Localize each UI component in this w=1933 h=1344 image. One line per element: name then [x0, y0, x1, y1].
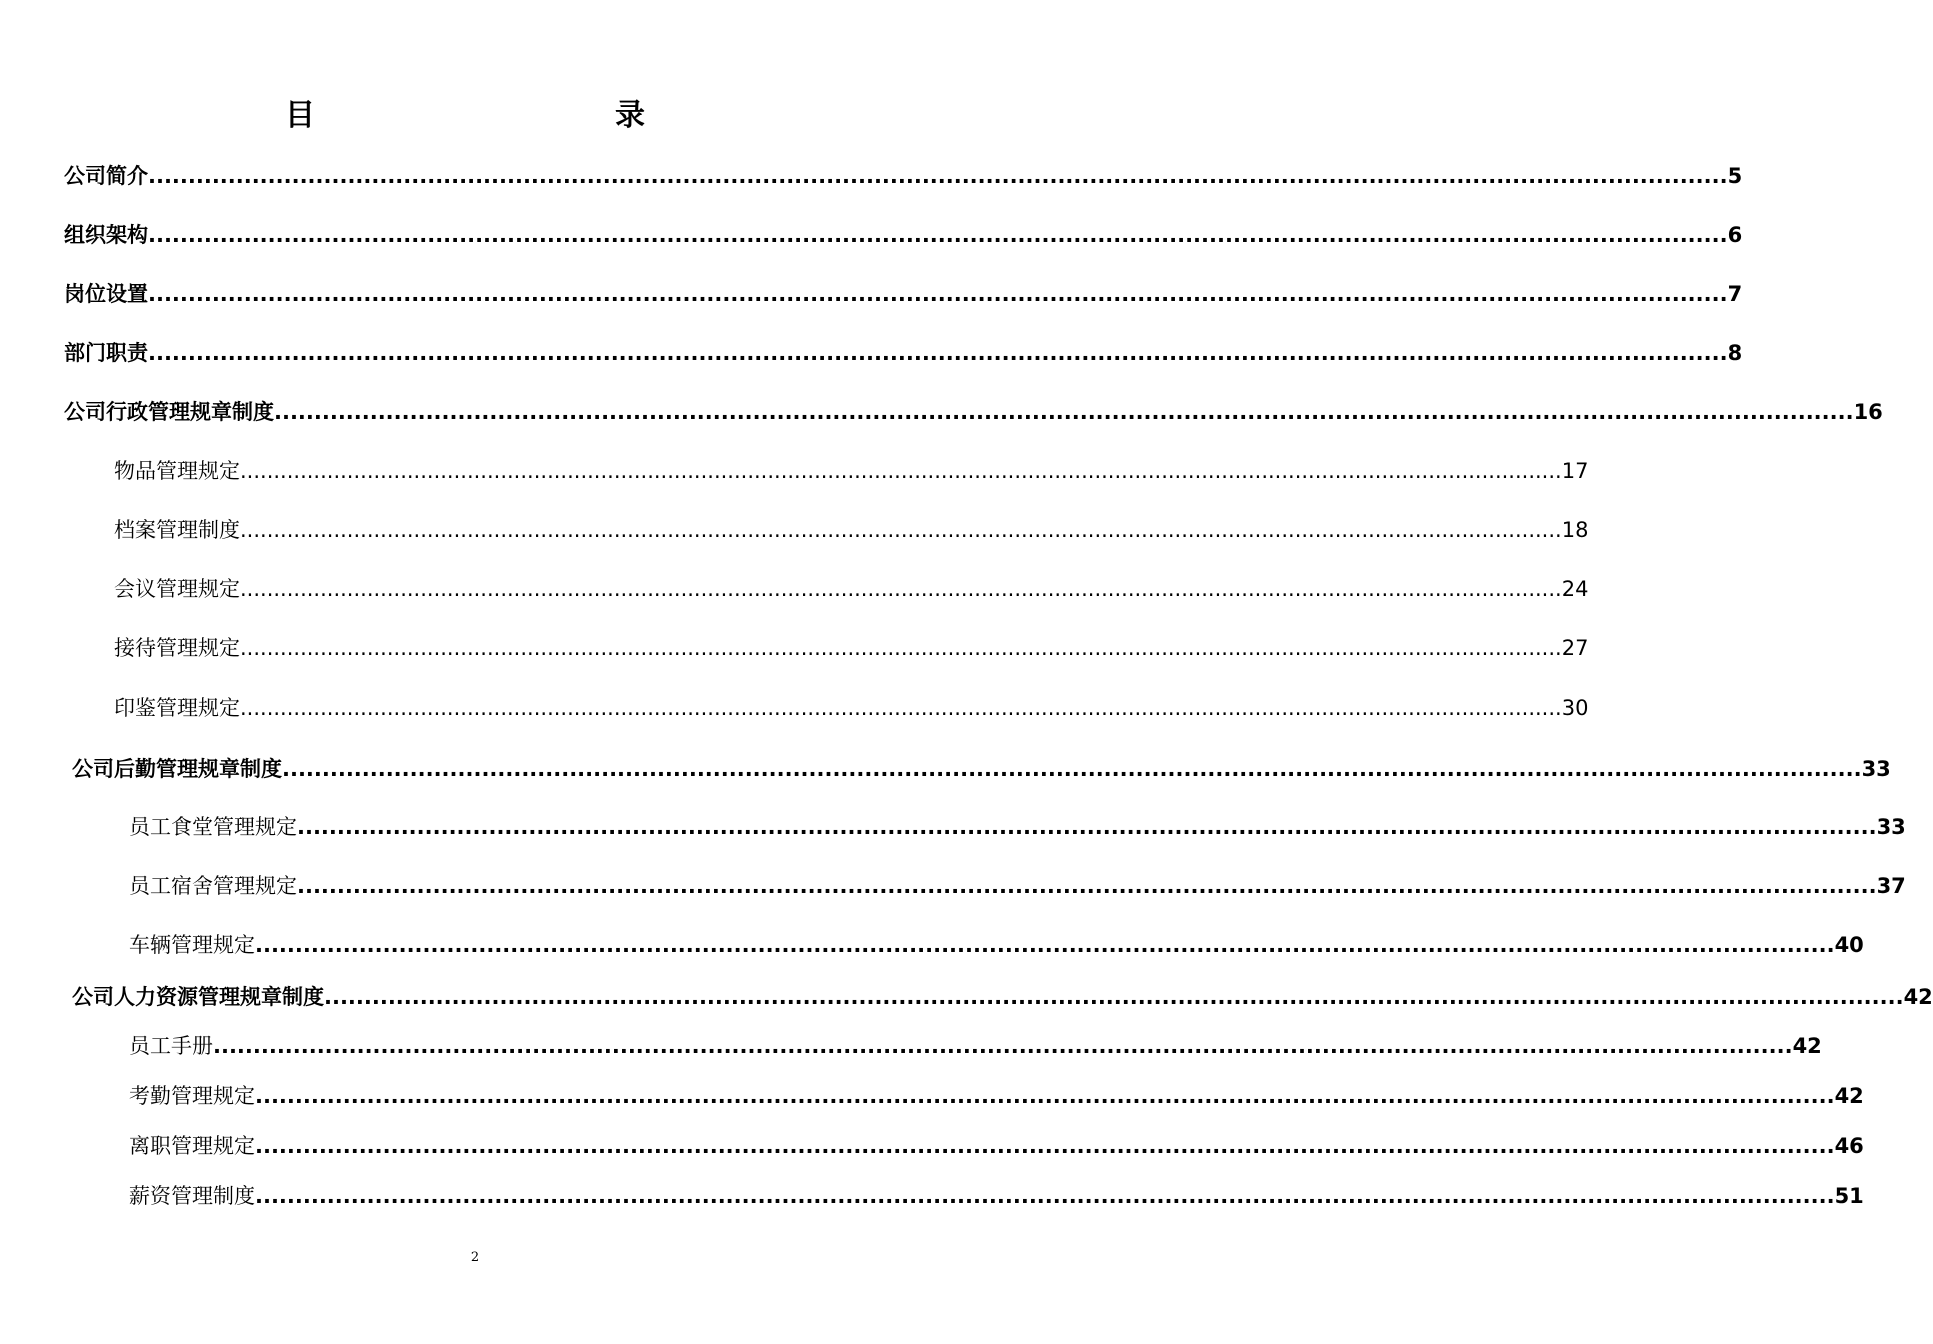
toc-page-number: 33 — [1861, 757, 1891, 781]
toc-page-number: 42 — [1792, 1034, 1822, 1058]
toc-page-number: 16 — [1853, 400, 1883, 424]
toc-entry-logistics-rules[interactable] — [72, 754, 1891, 784]
toc-leader: ...................................................................................................................................................................................................... — [255, 1084, 1835, 1108]
toc-entry-label: 考勤管理规定 — [129, 1084, 255, 1108]
toc-entry-goods-rules[interactable] — [114, 456, 1589, 486]
toc-leader: ...................................................................................................................................................................................................... — [255, 1134, 1835, 1158]
toc-entry-label: 接待管理规定 — [114, 636, 240, 660]
toc-entry-dept-duties[interactable] — [64, 338, 1743, 368]
toc-entry-label: 公司人力资源管理规章制度 — [72, 985, 324, 1009]
toc-page-number: 24 — [1561, 577, 1589, 601]
toc-leader: ...................................................................................................................................................................................................... — [297, 874, 1877, 898]
toc-entry-org-structure[interactable] — [64, 220, 1743, 250]
toc-entry-archive-rules[interactable] — [114, 515, 1589, 545]
toc-page-number: 18 — [1561, 518, 1589, 542]
page-title: 目 录 — [285, 98, 725, 133]
toc-page-number: 17 — [1561, 459, 1589, 483]
toc-entry-positions[interactable] — [64, 279, 1743, 309]
toc-leader: ...................................................................................................................................................................................................... — [324, 985, 1904, 1009]
toc-page-number: 30 — [1561, 696, 1589, 720]
toc-page-number: 46 — [1834, 1134, 1864, 1158]
toc-page-number: 37 — [1876, 874, 1906, 898]
toc-entry-label: 档案管理制度 — [114, 518, 240, 542]
toc-leader: ...................................................................................................................................................................................................... — [148, 282, 1728, 306]
toc-entry-label: 公司行政管理规章制度 — [64, 400, 274, 424]
toc-entry-label: 公司后勤管理规章制度 — [72, 757, 282, 781]
toc-page-number: 27 — [1561, 636, 1589, 660]
toc-entry-label: 车辆管理规定 — [129, 933, 255, 957]
toc-page-number: 7 — [1727, 282, 1743, 306]
toc-entry-company-intro[interactable] — [64, 161, 1743, 191]
toc-entry-admin-rules[interactable] — [64, 397, 1883, 427]
toc-page-number: 5 — [1727, 164, 1743, 188]
toc-leader: ...................................................................................................................................................................................................... — [255, 1184, 1835, 1208]
toc-entry-label: 物品管理规定 — [114, 459, 240, 483]
toc-entry-label: 员工手册 — [129, 1034, 213, 1058]
toc-leader: ...................................................................................................................................................................................................... — [255, 933, 1835, 957]
toc-entry-label: 薪资管理制度 — [129, 1184, 255, 1208]
toc-leader: ...................................................................................................................................................................................................... — [240, 696, 1562, 720]
toc-page-number: 42 — [1834, 1084, 1864, 1108]
toc-leader: ...................................................................................................................................................................................................... — [240, 636, 1562, 660]
page-number-footer: 2 — [470, 1250, 480, 1265]
toc-page-number: 42 — [1903, 985, 1933, 1009]
toc-leader: ...................................................................................................................................................................................................... — [240, 459, 1562, 483]
toc-entry-label: 岗位设置 — [64, 282, 148, 306]
toc-leader: ...................................................................................................................................................................................................... — [148, 341, 1728, 365]
toc-leader: ...................................................................................................................................................................................................... — [213, 1034, 1793, 1058]
toc-leader: ...................................................................................................................................................................................................... — [282, 757, 1862, 781]
toc-entry-label: 部门职责 — [64, 341, 148, 365]
toc-page-number: 51 — [1834, 1184, 1864, 1208]
toc-entry-seal-rules[interactable] — [114, 693, 1589, 723]
toc-entry-hr-rules[interactable] — [72, 982, 1933, 1012]
toc-entry-label: 员工宿舍管理规定 — [129, 874, 297, 898]
toc-entry-label: 印鉴管理规定 — [114, 696, 240, 720]
toc-leader: ...................................................................................................................................................................................................... — [148, 164, 1728, 188]
toc-entry-reception-rules[interactable] — [114, 633, 1589, 663]
toc-entry-label: 组织架构 — [64, 223, 148, 247]
toc-entry-salary-rules[interactable] — [129, 1181, 1864, 1211]
toc-page-number: 6 — [1727, 223, 1743, 247]
toc-entry-label: 会议管理规定 — [114, 577, 240, 601]
toc-page-number: 8 — [1727, 341, 1743, 365]
toc-entry-vehicle-rules[interactable] — [129, 930, 1864, 960]
toc-entry-dorm-rules[interactable] — [129, 871, 1906, 901]
toc-entry-attendance-rules[interactable] — [129, 1081, 1864, 1111]
toc-entry-label: 员工食堂管理规定 — [129, 815, 297, 839]
toc-leader: ...................................................................................................................................................................................................... — [148, 223, 1728, 247]
toc-entry-label: 公司简介 — [64, 164, 148, 188]
toc-leader: ...................................................................................................................................................................................................... — [240, 577, 1562, 601]
toc-entry-meeting-rules[interactable] — [114, 574, 1589, 604]
toc-page-number: 40 — [1834, 933, 1864, 957]
toc-leader: ...................................................................................................................................................................................................... — [297, 815, 1877, 839]
toc-entry-resignation-rules[interactable] — [129, 1131, 1864, 1161]
toc-leader: ...................................................................................................................................................................................................... — [240, 518, 1562, 542]
toc-page-number: 33 — [1876, 815, 1906, 839]
toc-entry-employee-handbook[interactable] — [129, 1031, 1822, 1061]
toc-entry-canteen-rules[interactable] — [129, 812, 1906, 842]
toc-entry-label: 离职管理规定 — [129, 1134, 255, 1158]
toc-leader: ...................................................................................................................................................................................................... — [274, 400, 1854, 424]
